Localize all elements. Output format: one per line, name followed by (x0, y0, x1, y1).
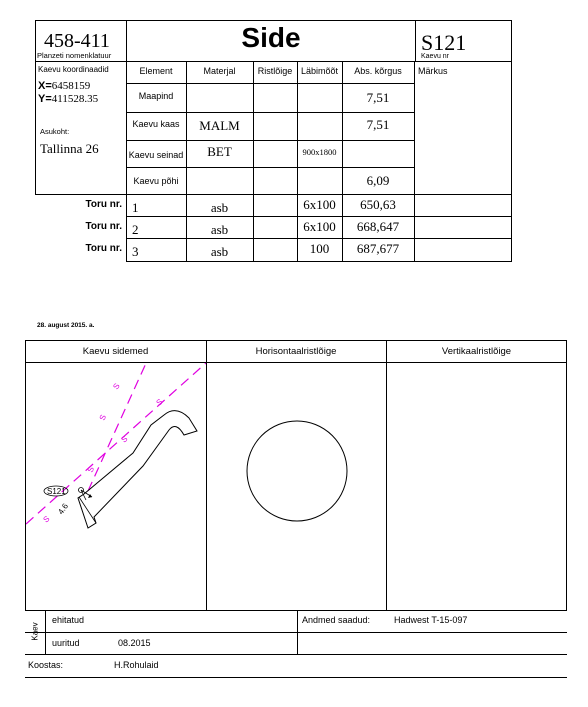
footer-author-label: Koostas: (28, 660, 64, 670)
well-id-caption: Kaevu nr (421, 53, 450, 60)
horizontal-section (207, 363, 385, 610)
connections-sketch (26, 363, 206, 610)
footer-data-label: Andmed saadud: (302, 615, 371, 625)
pipe-material: asb (210, 244, 229, 259)
pipe-abs-height: 668,647 (356, 219, 400, 234)
pipe-abs-height: 650,63 (360, 197, 396, 212)
pipe-nr: 2 (132, 222, 139, 237)
line-label: S (85, 465, 97, 474)
col-header-notes: Märkus (418, 66, 448, 76)
table-row-abs-height: 6,09 (366, 173, 390, 188)
panel-title-connections: Kaevu sidemed (82, 346, 149, 357)
pipe-abs-height: 687,677 (356, 241, 400, 256)
footer-surveyed-label: uuritud (52, 638, 80, 648)
pipe-nr: 3 (132, 244, 139, 259)
pipe-diameter: 100 (309, 241, 330, 256)
footer-side-label: Kaev (30, 622, 40, 641)
table-row-element: Kaevu seinad (128, 150, 184, 160)
line-label: S (41, 514, 52, 525)
x-value: 6458159 (51, 80, 91, 92)
pipe-label: Toru nr. (85, 221, 122, 232)
pipe-label: Toru nr. (85, 199, 122, 210)
manhole-circle (247, 421, 347, 521)
pipe-nr: 1 (132, 200, 139, 215)
line-label: S (111, 381, 122, 392)
table-row-material: BET (207, 144, 232, 159)
coordinates-caption: Kaevu koordinaadid (38, 65, 109, 74)
table-row-material: MALM (199, 118, 240, 133)
dimension-label: 4.6 (56, 501, 71, 517)
page-title: Side (241, 22, 301, 53)
pipe-material: asb (210, 200, 229, 215)
panel-title-horizontal: Horisontaalristlõige (255, 346, 337, 357)
line-label: S (154, 397, 165, 408)
footer-author-value: H.Rohulaid (114, 660, 159, 670)
line-label: S (119, 434, 130, 445)
col-header-cross-section: Ristlõige (257, 66, 293, 76)
footer-data-value: Hadwest T-15-097 (394, 615, 468, 625)
date-line: 28. august 2015. a. (37, 322, 95, 329)
footer-built-label: ehitatud (52, 615, 85, 625)
y-label: Y= (38, 93, 52, 105)
sheet-caption: Planzeti nomenklatuur (37, 51, 112, 60)
pipe-diameter: 6x100 (303, 219, 336, 234)
survey-line (85, 363, 147, 491)
table-row-element: Kaevu põhi (133, 176, 179, 186)
table-row-diameter: 900x1800 (302, 147, 337, 157)
col-header-abs-height: Abs. kõrgus (354, 66, 402, 76)
y-coordinate (38, 93, 98, 105)
footer-surveyed-value: 08.2015 (118, 638, 151, 648)
sheet-number: 458-411 (44, 30, 110, 52)
panel-title-vertical: Vertikaalristlõige (441, 346, 512, 357)
pipe-label: Toru nr. (85, 243, 122, 254)
location-value: Tallinna 26 (40, 141, 99, 156)
table-row-abs-height: 7,51 (366, 117, 390, 132)
location-label: Asukoht: (40, 127, 70, 136)
x-label: X= (38, 80, 52, 92)
table-row-abs-height: 7,51 (366, 90, 390, 105)
col-header-element: Element (139, 66, 173, 76)
col-header-material: Materjal (203, 66, 236, 76)
col-header-diameter: Läbimõõt (300, 66, 339, 76)
well-tag: S121 (47, 487, 66, 496)
line-label: S (97, 413, 109, 422)
pipe-material: asb (210, 222, 229, 237)
well-id: S121 (421, 30, 467, 55)
table-row-element: Kaevu kaas (132, 119, 180, 129)
table-row-element: Maapind (138, 91, 174, 101)
well-form (0, 0, 588, 300)
pipe-diameter: 6x100 (303, 197, 336, 212)
x-coordinate (38, 80, 90, 92)
y-value: 411528.35 (51, 93, 99, 105)
